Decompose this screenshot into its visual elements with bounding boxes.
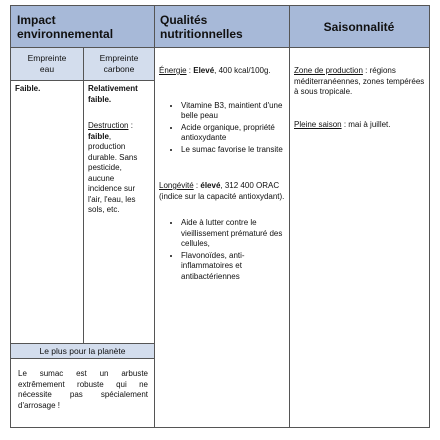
- zone-text: : régions méditerranéennes, zones tempérées à sous tropicale.: [294, 66, 425, 96]
- pleine-label: Pleine saison: [294, 119, 342, 129]
- header-qualites: [154, 6, 289, 48]
- header-impact: [11, 6, 154, 48]
- pleine-line: [294, 120, 426, 131]
- eau-value: Faible.: [15, 84, 41, 93]
- qualites-cell: [159, 66, 286, 283]
- energie-bullets: [159, 101, 286, 156]
- destruction-block: [88, 121, 150, 216]
- subheader-bottom-line: [11, 80, 154, 81]
- longevite-value: élevé: [200, 181, 221, 190]
- header-saison-label: Saisonnalité: [323, 19, 395, 34]
- longevite-line: [159, 181, 286, 202]
- pleine-text: : mai à juillet.: [341, 119, 391, 129]
- subheader-eau-line2: eau: [39, 64, 55, 74]
- destruction-label: Destruction: [88, 121, 129, 130]
- subheader-carbone-line1: Empreinte: [99, 53, 139, 63]
- planete-text: Le sumac est un arbuste extrêmement robuste qui ne nécessite pas spécialement d'arrosage !: [18, 369, 148, 410]
- zone-label: Zone de production: [294, 66, 363, 75]
- energie-detail: , 400 kcal/100g.: [214, 66, 271, 75]
- longevite-colon: :: [193, 181, 201, 190]
- subheader-carbone-line2: carbone: [103, 64, 135, 74]
- longevite-detail: , 312 400 ORAC (indice sur la capacité antioxydant).: [159, 181, 285, 201]
- destruction-colon: :: [128, 121, 133, 130]
- header-qualites-label: Qualités nutritionnelles: [160, 12, 243, 41]
- destruction-text: , production durable. Sans pesticide, aucune incidence sur l'air, l'eau, les sols, etc.: [88, 131, 138, 214]
- column-divider-2: [289, 6, 290, 427]
- column-divider-1: [154, 6, 155, 427]
- longevite-bullets: [159, 218, 286, 282]
- header-impact-label: Impact environnemental: [17, 12, 114, 41]
- list-item: • Aide à lutter contre le vieillissement prématuré des cellules,: [181, 218, 286, 250]
- planete-title-line: [11, 358, 154, 359]
- header-saison: [289, 6, 429, 48]
- subcolumn-divider: [83, 48, 84, 343]
- zone-line: [294, 66, 426, 98]
- list-item: • Flavonoïdes, anti-inflammatoires et antibactériennes: [181, 251, 286, 283]
- energie-value: Elevé: [193, 66, 215, 75]
- carbone-cell: [88, 84, 150, 216]
- energie-line: [159, 66, 286, 77]
- list-item: • Acide organique, propriété antioxydante: [181, 123, 286, 144]
- info-table: [10, 5, 430, 428]
- subheader-eau: [11, 48, 83, 80]
- planete-title-label: Le plus pour la planète: [39, 345, 126, 356]
- saison-cell: [294, 66, 426, 130]
- energie-colon: :: [186, 66, 194, 75]
- list-item: • Vitamine B3, maintient d'une belle peau: [181, 101, 286, 122]
- destruction-value: faible: [88, 131, 109, 141]
- subheader-eau-line1: Empreinte: [27, 53, 67, 63]
- carbone-value-line2: faible.: [88, 94, 112, 104]
- carbone-value-line1: Relativement: [88, 84, 138, 93]
- subheader-carbone: [84, 48, 154, 80]
- energie-label: Énergie: [159, 66, 187, 75]
- list-item: • Le sumac favorise le transite: [181, 145, 286, 156]
- planete-title: [11, 344, 154, 358]
- longevite-label: Longévité: [159, 181, 194, 190]
